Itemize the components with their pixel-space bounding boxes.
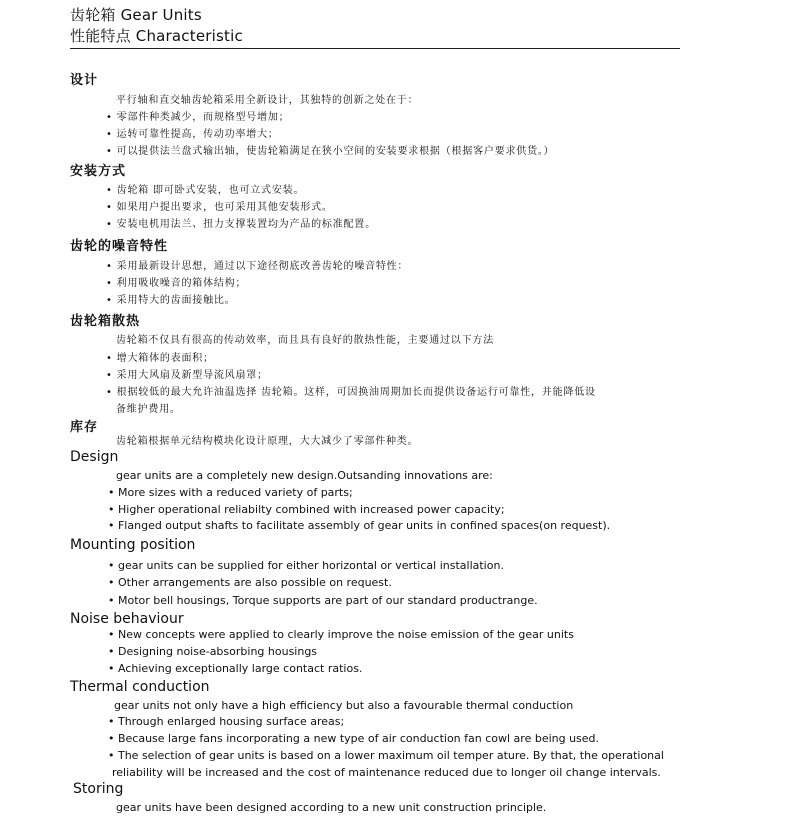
paragraph-line: 备维护费用。 <box>116 404 181 415</box>
bullet-item: • 齿轮箱 即可卧式安装，也可立式安装。 <box>106 185 305 196</box>
bullet-item: • 零部件种类减少，而规格型号增加； <box>106 112 290 123</box>
document-title: 齿轮箱 Gear Units <box>70 6 202 24</box>
bullet-item: • Designing noise-absorbing housings <box>108 645 318 658</box>
bullet-item: • Motor bell housings, Torque supports are part of our standard productrange. <box>108 594 538 607</box>
paragraph-line: gear units are a completely new design.Outsanding innovations are: <box>116 469 493 482</box>
bullet-item: • gear units can be supplied for either horizontal or vertical installation. <box>108 559 504 572</box>
bullet-item: • More sizes with a reduced variety of parts; <box>108 486 353 499</box>
bullet-item: • 采用特大的齿面接触比。 <box>106 295 236 306</box>
paragraph-line: 平行轴和直交轴齿轮箱采用全新设计，其独特的创新之处在于： <box>116 95 419 106</box>
bullet-item: • Through enlarged housing surface areas; <box>108 715 345 728</box>
bullet-item: • 增大箱体的表面积； <box>106 353 214 364</box>
section-heading-cn-storing: 库存 <box>70 420 99 435</box>
bullet-item: • 利用吸收噪音的箱体结构； <box>106 278 247 289</box>
bullet-item: • Other arrangements are also possible on request. <box>108 576 392 589</box>
paragraph-line: gear units have been designed according to a new unit construction principle. <box>116 801 547 814</box>
bullet-item: • Achieving exceptionally large contact ratios. <box>108 662 363 675</box>
paragraph-line: 齿轮箱不仅具有很高的传动效率，而且具有良好的散热性能，主要通过以下方法 <box>116 335 494 346</box>
section-heading-cn-mounting: 安装方式 <box>70 164 127 179</box>
section-heading-en-noise: Noise behaviour <box>70 611 184 627</box>
bullet-item: • 安装电机用法兰、扭力支撑装置均为产品的标准配置。 <box>106 219 376 230</box>
section-heading-cn-thermal: 齿轮箱散热 <box>70 314 141 329</box>
bullet-item: • 采用大风扇及新型导流风扇罩； <box>106 370 268 381</box>
section-heading-cn-design: 设计 <box>70 73 99 88</box>
bullet-item: • 如果用户提出要求，也可采用其他安装形式。 <box>106 202 333 213</box>
bullet-item: • New concepts were applied to clearly improve the noise emission of the gear units <box>108 628 574 641</box>
section-heading-en-design: Design <box>70 449 119 465</box>
section-heading-en-storing: Storing <box>73 781 124 797</box>
section-heading-en-thermal: Thermal conduction <box>70 679 210 695</box>
header-divider <box>70 48 680 49</box>
bullet-item: • 可以提供法兰盘式输出轴，使齿轮箱满足在狭小空间的安装要求根据（根据客户要求供货。） <box>106 146 555 157</box>
section-heading-cn-noise: 齿轮的噪音特性 <box>70 239 169 254</box>
bullet-item: • 采用最新设计思想，通过以下途径彻底改善齿轮的噪音特性： <box>106 261 409 272</box>
bullet-item: • 运转可靠性提高，传动功率增大； <box>106 129 279 140</box>
bullet-item: • Higher operational reliabilty combined with increased power capacity; <box>108 503 505 516</box>
document-subtitle: 性能特点 Characteristic <box>70 27 243 45</box>
bullet-item: • The selection of gear units is based on a lower maximum oil temper ature. By that, the operational <box>108 749 664 762</box>
bullet-item: • Because large fans incorporating a new type of air conduction fan cowl are being used. <box>108 732 600 745</box>
paragraph-line: 齿轮箱根据单元结构模块化设计原理，大大减少了零部件种类。 <box>116 436 419 447</box>
bullet-item: • 根据较低的最大允许油温选择 齿轮箱。这样，可因换油周期加长而提供设备运行可靠性，并能降低设 <box>106 387 596 398</box>
paragraph-line: reliability will be increased and the cost of maintenance reduced due to longer oil change intervals. <box>112 766 661 779</box>
paragraph-line: gear units not only have a high efficiency but also a favourable thermal conduction <box>114 699 574 712</box>
bullet-item: • Flanged output shafts to facilitate assembly of gear units in confined spaces(on request). <box>108 519 611 532</box>
section-heading-en-mounting: Mounting position <box>70 537 196 553</box>
